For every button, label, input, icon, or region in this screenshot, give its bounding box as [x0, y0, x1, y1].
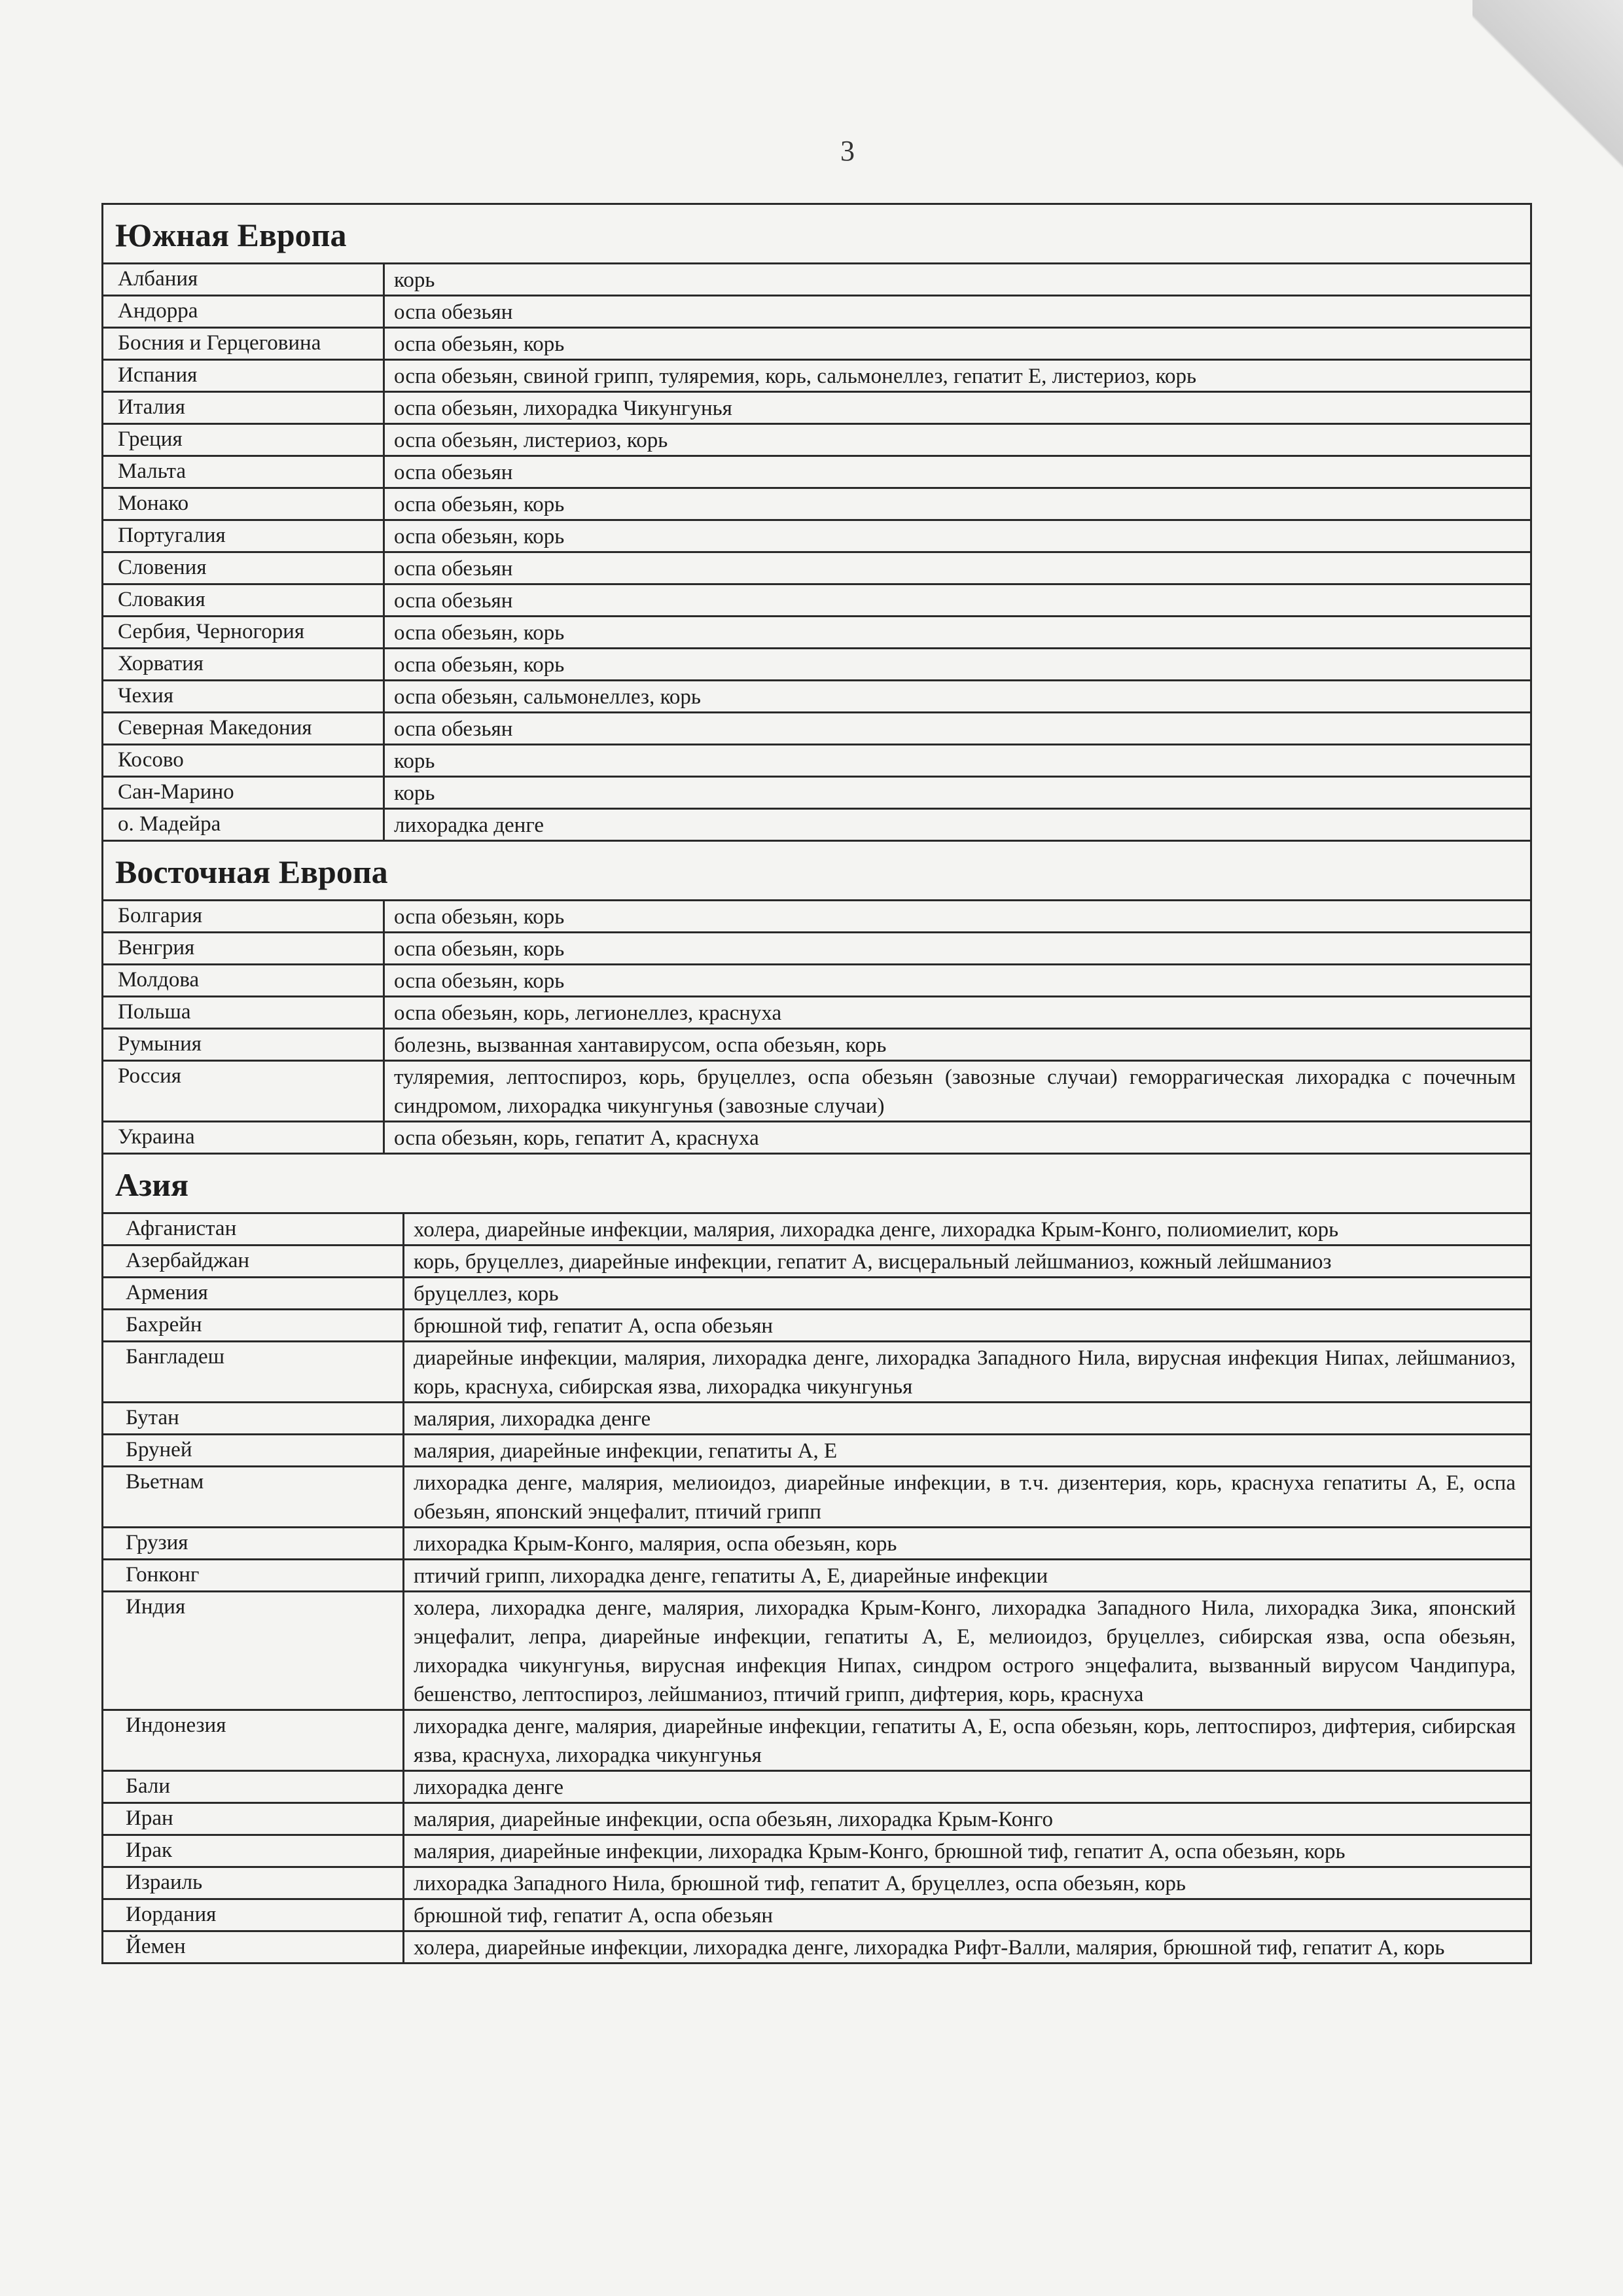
- country-cell: Хорватия: [103, 649, 385, 679]
- table-row: [103, 965, 1530, 997]
- diseases-cell: оспа обезьян: [394, 717, 513, 741]
- diseases-cell: оспа обезьян: [394, 589, 513, 613]
- country-cell: Армения: [103, 1278, 404, 1308]
- table-row: [103, 1772, 1530, 1804]
- diseases-cell: оспа обезьян, корь: [394, 525, 565, 548]
- diseases-cell: оспа обезьян, корь: [394, 493, 565, 516]
- country-cell: Азербайджан: [103, 1246, 404, 1276]
- table-row: [103, 1467, 1530, 1528]
- diseases-cell: брюшной тиф, гепатит А, оспа обезьян: [414, 1314, 774, 1338]
- diseases-cell: болезнь, вызванная хантавирусом, оспа обезьян, корь: [394, 1033, 887, 1057]
- country-cell: Ирак: [103, 1836, 404, 1866]
- country-cell: Северная Македония: [103, 713, 385, 744]
- diseases-cell: оспа обезьян, корь: [394, 937, 565, 961]
- country-cell: Мальта: [103, 457, 385, 487]
- country-cell: Афганистан: [103, 1214, 404, 1244]
- diseases-cell: оспа обезьян: [394, 557, 513, 581]
- table-row: [103, 617, 1530, 649]
- country-cell: Болгария: [103, 901, 385, 931]
- section-title: Южная Европа: [103, 205, 1530, 264]
- page-corner-fold: [1472, 0, 1623, 216]
- diseases-cell: малярия, лихорадка денге: [414, 1407, 651, 1431]
- diseases-cell: оспа обезьян, корь, гепатит А, краснуха: [394, 1126, 759, 1150]
- table-row: [103, 1804, 1530, 1836]
- table-row: [103, 1030, 1530, 1062]
- diseases-cell: корь, бруцеллез, диарейные инфекции, гепатит А, висцеральный лейшманиоз, кожный лейшманиоз: [414, 1250, 1332, 1274]
- country-cell: Косово: [103, 745, 385, 776]
- table-row: [103, 1592, 1530, 1711]
- diseases-cell: оспа обезьян, корь: [394, 653, 565, 677]
- table-row: [103, 1122, 1530, 1155]
- country-cell: Грузия: [103, 1528, 404, 1558]
- country-cell: Португалия: [103, 521, 385, 551]
- country-cell: Босния и Герцеговина: [103, 329, 385, 359]
- table-row: [103, 1310, 1530, 1342]
- diseases-cell: оспа обезьян, корь, легионеллез, краснуха: [394, 1001, 782, 1025]
- country-cell: Иордания: [103, 1900, 404, 1930]
- country-cell: Индонезия: [103, 1711, 404, 1770]
- diseases-cell: лихорадка денге: [414, 1776, 564, 1799]
- table-row: [103, 649, 1530, 681]
- table-row: [103, 457, 1530, 489]
- diseases-cell: оспа обезьян, корь: [394, 332, 565, 356]
- country-cell: Бали: [103, 1772, 404, 1802]
- country-cell: Израиль: [103, 1868, 404, 1898]
- country-cell: Албания: [103, 264, 385, 295]
- country-cell: Андорра: [103, 296, 385, 327]
- table-row: [103, 329, 1530, 361]
- diseases-cell: лихорадка денге, малярия, мелиоидоз, диарейные инфекции, в т.ч. дизентерия, корь, краснуха гепатиты А, Е, оспа обезьян, японский энцефалит, птичий грипп: [414, 1471, 1516, 1524]
- table-row: [103, 585, 1530, 617]
- diseases-cell: оспа обезьян, листериоз, корь: [394, 429, 668, 452]
- country-cell: Испания: [103, 361, 385, 391]
- country-cell: Вьетнам: [103, 1467, 404, 1526]
- diseases-cell: холера, диарейные инфекции, малярия, лихорадка денге, лихорадка Крым-Конго, полиомиелит, корь: [414, 1218, 1339, 1242]
- table-row: [103, 713, 1530, 745]
- table-row: [103, 1435, 1530, 1467]
- table-row: [103, 1246, 1530, 1278]
- table-row: [103, 553, 1530, 585]
- table-row: [103, 425, 1530, 457]
- country-cell: Йемен: [103, 1932, 404, 1962]
- country-cell: Бахрейн: [103, 1310, 404, 1340]
- diseases-cell: малярия, диарейные инфекции, гепатиты А, Е: [414, 1439, 838, 1463]
- diseases-cell: туляремия, лептоспироз, корь, бруцеллез, оспа обезьян (завозные случаи) геморрагическая лихорадка с почечным синдромом, лихорадка чикунгунья (завозные случаи): [394, 1066, 1516, 1118]
- country-cell: Италия: [103, 393, 385, 423]
- table-row: [103, 933, 1530, 965]
- diseases-cell: птичий грипп, лихорадка денге, гепатиты А, Е, диарейные инфекции: [414, 1564, 1048, 1588]
- country-cell: Гонконг: [103, 1560, 404, 1590]
- page-number: 3: [840, 135, 855, 167]
- diseases-cell: лихорадка денге: [394, 814, 544, 837]
- diseases-cell: оспа обезьян, корь: [394, 969, 565, 993]
- disease-table: [101, 203, 1532, 1964]
- table-row: [103, 521, 1530, 553]
- country-cell: Россия: [103, 1062, 385, 1121]
- table-row: [103, 1403, 1530, 1435]
- table-row: [103, 681, 1530, 713]
- country-cell: Польша: [103, 997, 385, 1028]
- country-cell: Бруней: [103, 1435, 404, 1465]
- diseases-cell: малярия, диарейные инфекции, оспа обезьян, лихорадка Крым-Конго: [414, 1808, 1053, 1831]
- table-row: [103, 1560, 1530, 1592]
- diseases-cell: оспа обезьян, лихорадка Чикунгунья: [394, 397, 732, 420]
- table-row: [103, 489, 1530, 521]
- diseases-cell: оспа обезьян, корь: [394, 621, 565, 645]
- table-row: [103, 1711, 1530, 1772]
- table-row: [103, 393, 1530, 425]
- section-title: Восточная Европа: [103, 842, 1530, 901]
- diseases-cell: брюшной тиф, гепатит А, оспа обезьян: [414, 1904, 774, 1928]
- table-row: [103, 1868, 1530, 1900]
- table-row: [103, 361, 1530, 393]
- section-title: Азия: [103, 1155, 1530, 1214]
- country-cell: Индия: [103, 1592, 404, 1709]
- table-row: [103, 901, 1530, 933]
- table-row: [103, 778, 1530, 810]
- table-row: [103, 1062, 1530, 1122]
- diseases-cell: оспа обезьян, сальмонеллез, корь: [394, 685, 701, 709]
- country-cell: Словакия: [103, 585, 385, 615]
- country-cell: Бангладеш: [103, 1342, 404, 1401]
- diseases-cell: оспа обезьян: [394, 461, 513, 484]
- table-row: [103, 810, 1530, 842]
- table-row: [103, 997, 1530, 1030]
- country-cell: Румыния: [103, 1030, 385, 1060]
- country-cell: Греция: [103, 425, 385, 455]
- country-cell: Сан-Марино: [103, 778, 385, 808]
- country-cell: Венгрия: [103, 933, 385, 963]
- country-cell: Иран: [103, 1804, 404, 1834]
- diseases-cell: лихорадка Крым-Конго, малярия, оспа обезьян, корь: [414, 1532, 897, 1556]
- diseases-cell: корь: [394, 268, 435, 292]
- country-cell: Бутан: [103, 1403, 404, 1433]
- diseases-cell: оспа обезьян: [394, 300, 513, 324]
- table-row: [103, 1528, 1530, 1560]
- diseases-cell: холера, лихорадка денге, малярия, лихорадка Крым-Конго, лихорадка Западного Нила, лихорадка Зика, японский энцефалит, лепра, диарейные инфекции, гепатиты А, Е, мелиоидоз, бруцеллез, сибирская язва, оспа обезьян, лихорадка чикунгунья, вирусная инфекция Нипах, синдром острого энцефалита, вызванный вирусом Чандипура, бешенство, лептоспироз, лейшманиоз, птичий грипп, дифтерия, корь, краснуха: [414, 1596, 1516, 1706]
- country-cell: Словения: [103, 553, 385, 583]
- country-cell: Сербия, Черногория: [103, 617, 385, 647]
- table-row: [103, 1900, 1530, 1932]
- diseases-cell: лихорадка Западного Нила, брюшной тиф, гепатит А, бруцеллез, оспа обезьян, корь: [414, 1872, 1186, 1895]
- diseases-cell: оспа обезьян, корь: [394, 905, 565, 929]
- table-row: [103, 1932, 1530, 1962]
- diseases-cell: холера, диарейные инфекции, лихорадка денге, лихорадка Рифт-Валли, малярия, брюшной тиф, гепатит А, корь: [414, 1936, 1445, 1960]
- diseases-cell: оспа обезьян, свиной грипп, туляремия, корь, сальмонеллез, гепатит Е, листериоз, корь: [394, 365, 1197, 388]
- diseases-cell: корь: [394, 749, 435, 773]
- country-cell: о. Мадейра: [103, 810, 385, 840]
- country-cell: Украина: [103, 1122, 385, 1153]
- diseases-cell: бруцеллез, корь: [414, 1282, 559, 1306]
- country-cell: Чехия: [103, 681, 385, 711]
- table-row: [103, 1342, 1530, 1403]
- table-row: [103, 1278, 1530, 1310]
- table-row: [103, 264, 1530, 296]
- table-row: [103, 1214, 1530, 1246]
- diseases-cell: корь: [394, 781, 435, 805]
- diseases-cell: диарейные инфекции, малярия, лихорадка денге, лихорадка Западного Нила, вирусная инфекция Нипах, лейшманиоз, корь, краснуха, сибирская язва, лихорадка чикунгунья: [414, 1346, 1516, 1399]
- country-cell: Молдова: [103, 965, 385, 996]
- country-cell: Монако: [103, 489, 385, 519]
- table-row: [103, 1836, 1530, 1868]
- table-row: [103, 296, 1530, 329]
- diseases-cell: лихорадка денге, малярия, диарейные инфекции, гепатиты А, Е, оспа обезьян, корь, лептоспироз, дифтерия, сибирская язва, краснуха, лихорадка чикунгунья: [414, 1715, 1516, 1767]
- table-row: [103, 745, 1530, 778]
- diseases-cell: малярия, диарейные инфекции, лихорадка Крым-Конго, брюшной тиф, гепатит А, оспа обезьян, корь: [414, 1840, 1346, 1863]
